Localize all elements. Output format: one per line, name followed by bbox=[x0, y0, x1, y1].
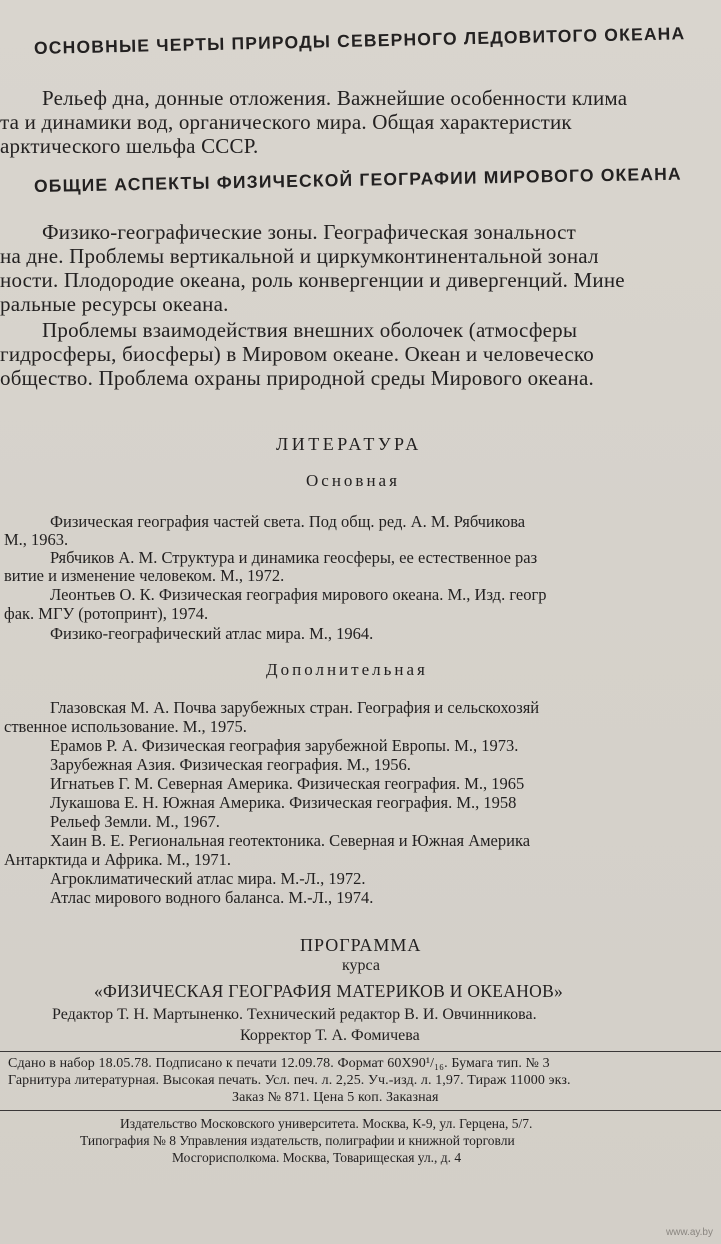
program-course-title: «ФИЗИЧЕСКАЯ ГЕОГРАФИЯ МАТЕРИКОВ И ОКЕАНОВ» bbox=[94, 981, 564, 1001]
paragraph-line: общество. Проблема охраны природной среды Мирового океана. bbox=[0, 366, 594, 390]
imprint-line: Сдано в набор 18.05.78. Подписано к печати 12.09.78. Формат 60Х90¹/₁₆. Бумага тип. № 3 bbox=[8, 1056, 550, 1071]
publisher-line: Издательство Московского университета. Москва, К-9, ул. Герцена, 5/7. bbox=[120, 1116, 533, 1131]
reference-line: Рельеф Земли. М., 1967. bbox=[50, 812, 220, 831]
reference-line: Антарктида и Африка. М., 1971. bbox=[4, 850, 231, 869]
paragraph-line: Проблемы взаимодействия внешних оболочек (атмосферы bbox=[42, 318, 578, 342]
paragraph-line: ральные ресурсы океана. bbox=[0, 292, 229, 316]
reference-line: Леонтьев О. К. Физическая география мирового океана. М., Изд. геогр bbox=[50, 585, 547, 604]
paragraph-line: на дне. Проблемы вертикальной и циркумконтинентальной зонал bbox=[0, 244, 599, 268]
program-title: ПРОГРАММА bbox=[300, 935, 422, 955]
reference-line: фак. МГУ (ротопринт), 1974. bbox=[4, 604, 209, 623]
paragraph-line: гидросферы, биосферы) в Мировом океане. Океан и человеческо bbox=[0, 342, 594, 366]
reference-line: ственное использование. М., 1975. bbox=[4, 717, 247, 736]
reference-line: Игнатьев Г. М. Северная Америка. Физическая география. М., 1965 bbox=[50, 774, 525, 793]
literature-extra-heading: Дополнительная bbox=[266, 660, 428, 679]
imprint-line: Гарнитура литературная. Высокая печать. Усл. печ. л. 2,25. Уч.-изд. л. 1,97. Тираж 11000 экз. bbox=[8, 1073, 571, 1088]
imprint-line: Заказ № 871. Цена 5 коп. Заказная bbox=[232, 1090, 439, 1105]
reference-line: Физическая география частей света. Под общ. ред. А. М. Рябчикова bbox=[50, 512, 526, 531]
paragraph-line: Физико-географические зоны. Географическая зональност bbox=[42, 220, 577, 244]
paragraph-line: ности. Плодородие океана, роль конвергенции и дивергенций. Мине bbox=[0, 268, 625, 292]
paragraph-line: арктического шельфа СССР. bbox=[0, 134, 259, 158]
paragraph-line: Рельеф дна, донные отложения. Важнейшие особенности клима bbox=[42, 86, 628, 110]
imprint-bottom-rule bbox=[0, 1110, 721, 1111]
watermark: www.ay.by bbox=[665, 1227, 713, 1238]
reference-line: Ерамов Р. А. Физическая география зарубежной Европы. М., 1973. bbox=[50, 736, 519, 755]
section-heading-arctic: ОСНОВНЫЕ ЧЕРТЫ ПРИРОДЫ СЕВЕРНОГО ЛЕДОВИТОГО ОКЕАНА bbox=[33, 23, 686, 58]
reference-line: М., 1963. bbox=[4, 530, 69, 549]
publisher-line: Типография № 8 Управления издательств, полиграфии и книжной торговли bbox=[80, 1133, 515, 1148]
reference-line: Агроклиматический атлас мира. М.-Л., 1972. bbox=[50, 869, 366, 888]
reference-line: Лукашова Е. Н. Южная Америка. Физическая география. М., 1958 bbox=[50, 793, 517, 812]
reference-line: Рябчиков А. М. Структура и динамика геосферы, ее естественное раз bbox=[50, 548, 538, 567]
reference-line: Хаин В. Е. Региональная геотектоника. Северная и Южная Америка bbox=[50, 831, 531, 850]
reference-line: Глазовская М. А. Почва зарубежных стран. География и сельскохозяй bbox=[50, 698, 540, 717]
program-editors: Редактор Т. Н. Мартыненко. Технический редактор В. И. Овчинникова. bbox=[52, 1006, 537, 1023]
section-heading-ocean: ОБЩИЕ АСПЕКТЫ ФИЗИЧЕСКОЙ ГЕОГРАФИИ МИРОВОГО ОКЕАНА bbox=[33, 163, 682, 196]
program-corrector: Корректор Т. А. Фомичева bbox=[240, 1027, 420, 1044]
literature-main-heading: Основная bbox=[306, 471, 400, 490]
reference-line: витие и изменение человеком. М., 1972. bbox=[4, 566, 285, 585]
reference-line: Зарубежная Азия. Физическая география. М., 1956. bbox=[50, 755, 411, 774]
reference-line: Физико-географический атлас мира. М., 1964. bbox=[50, 624, 374, 643]
imprint-top-rule bbox=[0, 1051, 721, 1052]
program-subtitle: курса bbox=[342, 957, 380, 974]
literature-title: ЛИТЕРАТУРА bbox=[276, 434, 422, 454]
paragraph-line: та и динамики вод, органического мира. Общая характеристик bbox=[0, 110, 572, 134]
publisher-line: Мосгорисполкома. Москва, Товарищеская ул., д. 4 bbox=[172, 1150, 462, 1165]
reference-line: Атлас мирового водного баланса. М.-Л., 1974. bbox=[50, 888, 374, 907]
